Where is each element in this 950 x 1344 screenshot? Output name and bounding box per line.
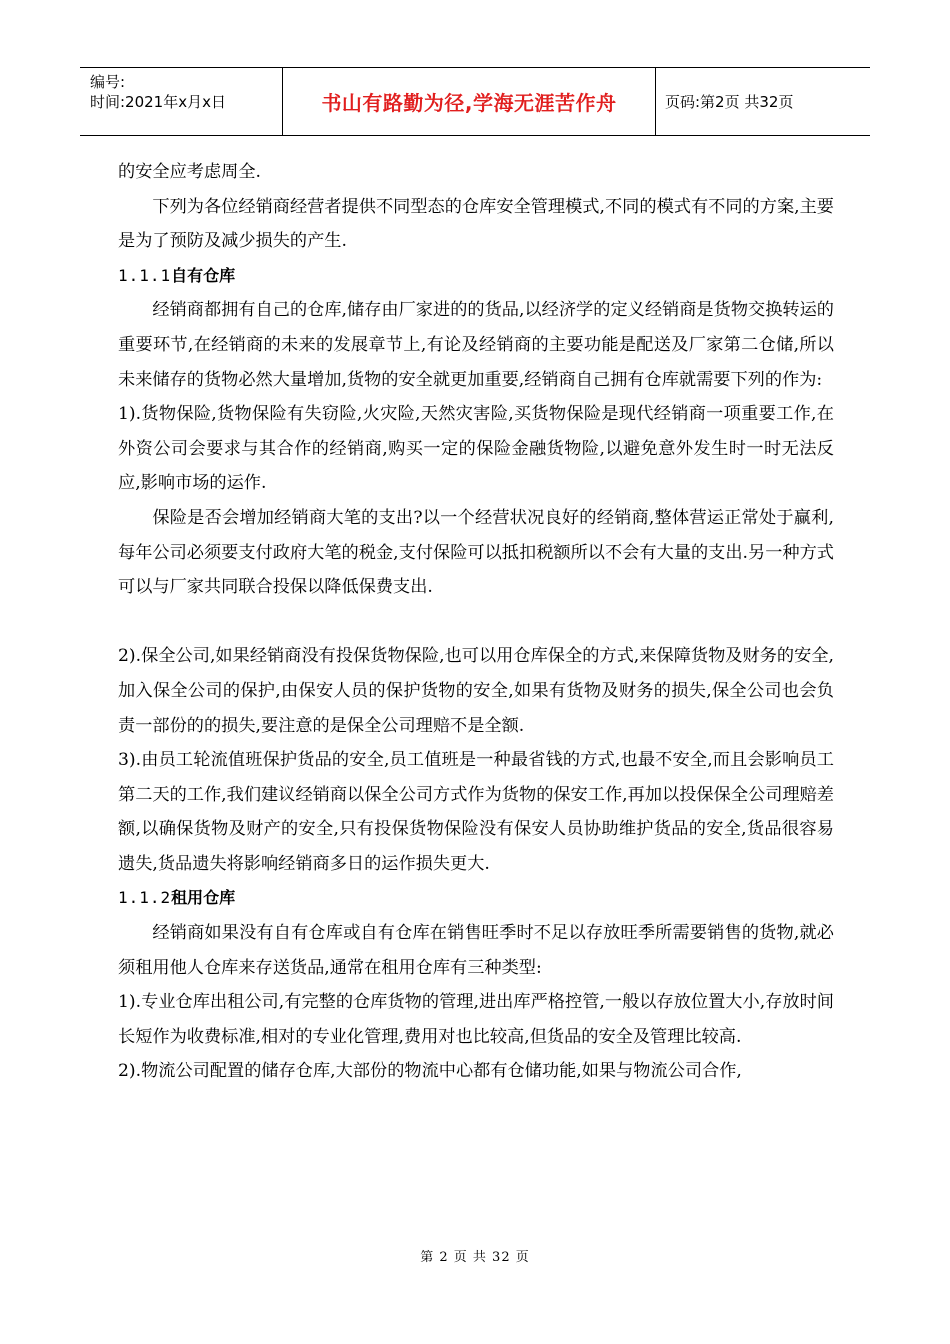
header-page-code: 页码:第2页 共32页 <box>665 93 794 111</box>
paragraph: 的安全应考虑周全. <box>118 162 261 182</box>
document-time-label: 时间:2021年x月x日 <box>90 93 226 111</box>
section-title: 自有仓库 <box>171 265 236 285</box>
section-number: 1.1.1 <box>118 265 172 285</box>
paragraph: 下列为各位经销商经营者提供不同型态的仓库安全管理模式,不同的模式有不同的方案,主要是为了预防及减少损失的产生. <box>118 196 834 252</box>
section-number: 1.1.2 <box>118 888 172 908</box>
blank-line <box>118 605 834 640</box>
header-motto: 书山有路勤为径,学海无涯苦作舟 <box>283 68 656 135</box>
document-number-label: 编号: <box>90 73 126 91</box>
paragraph: 经销商都拥有自己的仓库,储存由厂家进的的货品,以经济学的定义经销商是货物交换转运的重要环节,在经销商的未来的发展章节上,有论及经销商的主要功能是配送及厂家第二仓储,所以未来储存的货物必然大量增加,货物的安全就更加重要,经销商自己拥有仓库就需要下列的作为: <box>118 300 834 390</box>
page-footer: 第 2 页 共 32 页 <box>420 1250 530 1265</box>
document-header <box>80 67 870 136</box>
paragraph: 3).由员工轮流值班保护货品的安全,员工值班是一种最省钱的方式,也最不安全,而且会影响员工第二天的工作,我们建议经销商以保全公司方式作为货物的保安工作,再加以投保保全公司理赔差额,以确保货物及财产的安全,只有投保货物保险没有保安人员协助维护货品的安全,货品很容易遗失,货品遗失将影响经销商多日的运作损失更大. <box>118 750 834 874</box>
paragraph: 2).物流公司配置的储存仓库,大部份的物流中心都有仓储功能,如果与物流公司合作, <box>118 1061 742 1082</box>
document-body <box>118 155 834 1089</box>
paragraph: 1).专业仓库出租公司,有完整的仓库货物的管理,进出库严格控管,一般以存放位置大小,存放时间长短作为收费标准,相对的专业化管理,费用对也比较高,但货品的安全及管理比较高. <box>118 992 834 1047</box>
paragraph: 保险是否会增加经销商大笔的支出?以一个经营状况良好的经销商,整体营运正常处于赢利,每年公司必须要支付政府大笔的税金,支付保险可以抵扣税额所以不会有大量的支出.另一种方式可以与厂家共同联合投保以降低保费支出. <box>118 507 834 598</box>
section-heading-1-1-2 <box>118 881 834 916</box>
paragraph: 经销商如果没有自有仓库或自有仓库在销售旺季时不足以存放旺季所需要销售的货物,就必须租用他人仓库来存送货品,通常在租用仓库有三种类型: <box>118 923 834 978</box>
paragraph: 2).保全公司,如果经销商没有投保货物保险,也可以用仓库保全的方式,来保障货物及财务的安全,加入保全公司的保护,由保安人员的保护货物的安全,如果有货物及财务的损失,保全公司也会负责一部份的的损失,要注意的是保全公司理赔不是全额. <box>118 646 834 736</box>
section-heading-1-1-1 <box>118 259 834 294</box>
section-title: 租用仓库 <box>171 888 236 908</box>
paragraph: 1).货物保险,货物保险有失窃险,火灾险,天然灾害险,买货物保险是现代经销商一项重要工作,在外资公司会要求与其合作的经销商,购买一定的保险金融货物险,以避免意外发生时一时无法反应,影响市场的运作. <box>118 404 834 494</box>
header-meta <box>80 68 283 135</box>
